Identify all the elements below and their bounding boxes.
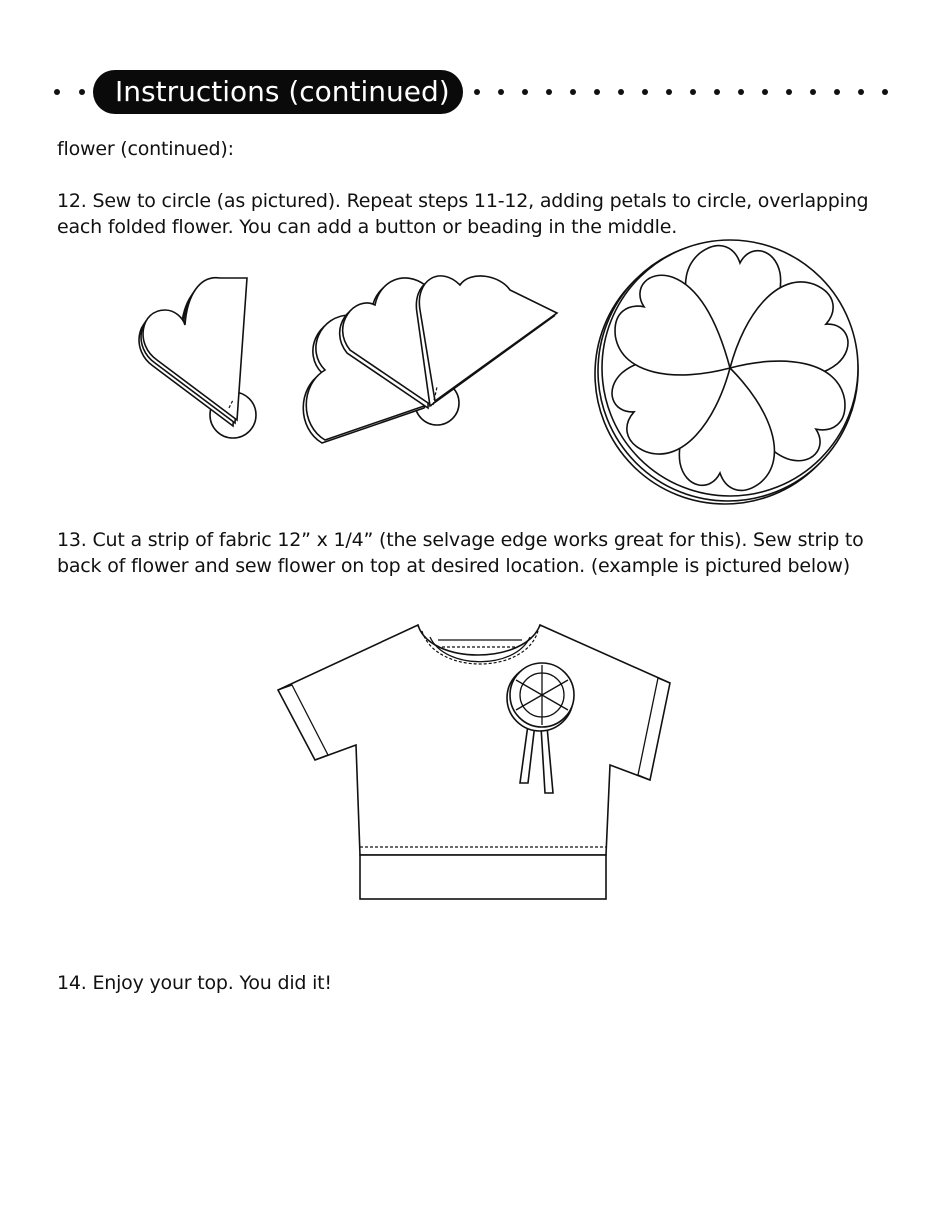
- petal-fan-illustration: [295, 255, 565, 455]
- section-header: [0, 68, 950, 118]
- step-12-line-1: 12. Sew to circle (as pictured). Repeat steps 11-12, adding petals to circle, overlapping: [57, 190, 869, 212]
- step-12-line-2: each folded flower. You can add a button or beading in the middle.: [57, 216, 678, 238]
- single-petal-illustration: [135, 270, 265, 445]
- full-flower-illustration: [585, 228, 875, 518]
- step-14-text: 14. Enjoy your top. You did it!: [57, 972, 332, 994]
- top-with-flower-illustration: [270, 615, 690, 910]
- intro-text: flower (continued):: [57, 138, 234, 160]
- page-title: Instructions (continued): [93, 70, 463, 114]
- step-13-line-1: 13. Cut a strip of fabric 12” x 1/4” (the selvage edge works great for this). Sew strip to: [57, 529, 864, 551]
- step-13-line-2: back of flower and sew flower on top at desired location. (example is pictured below): [57, 555, 850, 577]
